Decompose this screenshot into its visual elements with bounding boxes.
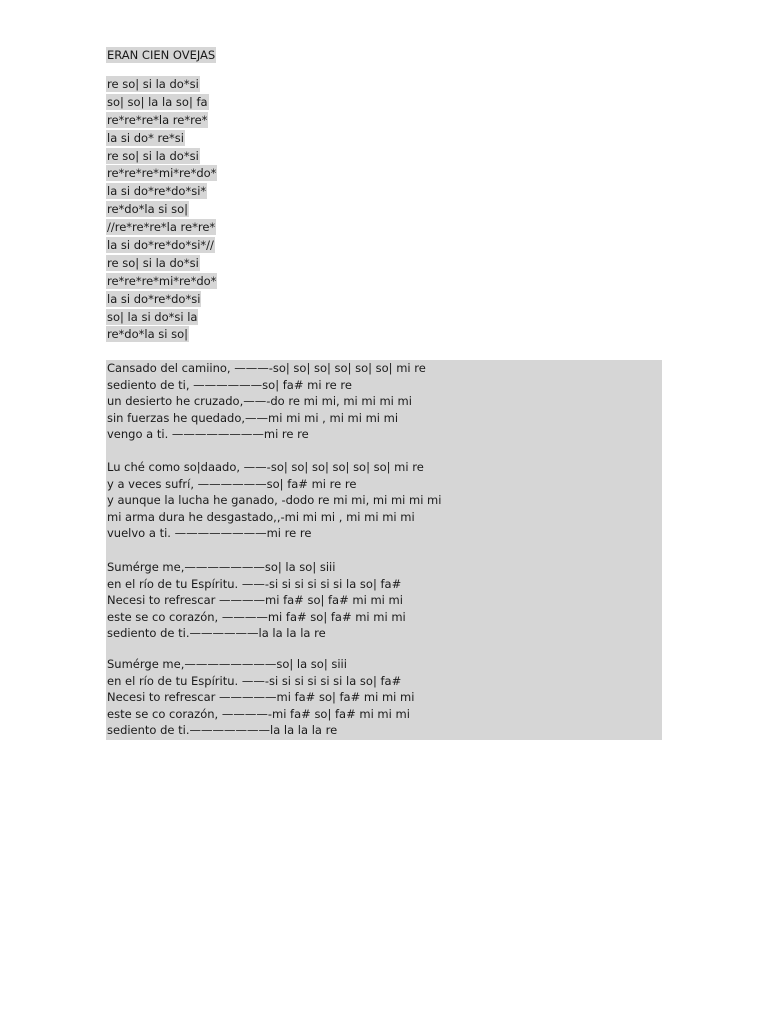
- lyric-line: en el río de tu Espíritu. ——-si si si si si si la so| fa#: [107, 576, 402, 591]
- lyric-line: Necesi to refrescar —————mi fa# so| fa# mi mi mi: [107, 690, 415, 704]
- title-block: [106, 44, 216, 63]
- lyric-line: Cansado del camiino, ———-so| so| so| so| so| so| mi re: [107, 361, 426, 375]
- lyric-line: mi arma dura he desgastado,,-mi mi mi , mi mi mi mi: [107, 509, 415, 524]
- notes-line: re*do*la si so|: [107, 202, 189, 217]
- stanza: [107, 559, 657, 642]
- notes-line: re*re*re*la re*re*: [107, 112, 208, 127]
- notes-line: re so| si la do*si: [107, 255, 199, 270]
- lyric-line: Sumérge me,————————so| la so| siii: [107, 657, 347, 671]
- lyric-line: Sumérge me,———————so| la so| siii: [107, 560, 336, 574]
- stanza: [107, 656, 657, 739]
- lyric-line: vuelvo a ti. ————————mi re re: [107, 526, 312, 540]
- notes-line: re*re*re*mi*re*do*: [107, 273, 217, 288]
- document-title: ERAN CIEN OVEJAS: [107, 48, 216, 62]
- notes-line: la si do*re*do*si: [107, 291, 201, 306]
- lyric-line: y a veces sufrí, ——————so| fa# mi re re: [107, 476, 357, 491]
- lyric-line: vengo a ti. ————————mi re re: [107, 427, 309, 441]
- notes-line: re*re*re*mi*re*do*: [107, 166, 217, 181]
- notes-line: re so| si la do*si: [107, 77, 199, 91]
- stanza: [107, 459, 657, 542]
- lyric-line: sediento de ti.———————la la la la re: [107, 723, 338, 737]
- lyric-line: y aunque la lucha he ganado, -dodo re mi mi, mi mi mi mi: [107, 493, 442, 507]
- lyric-line: sediento de ti, ——————so| fa# mi re re: [107, 377, 352, 392]
- notes-line: re so| si la do*si: [107, 148, 199, 163]
- lyric-line: este se co corazón, ————mi fa# so| fa# mi mi mi: [107, 609, 406, 624]
- notes-line: la si do*re*do*si*: [107, 184, 207, 199]
- lyric-line: sediento de ti.——————la la la la re: [107, 626, 326, 640]
- lyric-line: Lu ché como so|daado, ——-so| so| so| so| so| so| mi re: [107, 460, 424, 474]
- notes-block: [106, 76, 217, 342]
- notes-line: re*do*la si so|: [107, 327, 189, 342]
- lyric-line: Necesi to refrescar ————mi fa# so| fa# mi mi mi: [107, 593, 403, 607]
- notes-line: la si do*re*do*si*//: [107, 238, 214, 253]
- notes-line: so| so| la la so| fa: [107, 94, 208, 109]
- lyric-line: un desierto he cruzado,——-do re mi mi, mi mi mi mi: [107, 394, 412, 408]
- notes-line: so| la si do*si la: [107, 309, 198, 324]
- lyric-line: en el río de tu Espíritu. ——-si si si si si si la so| fa#: [107, 673, 402, 688]
- lyrics-block: [106, 360, 662, 740]
- notes-line: la si do* re*si: [107, 130, 184, 145]
- lyric-line: sin fuerzas he quedado,——mi mi mi , mi mi mi mi: [107, 410, 399, 425]
- lyric-line: este se co corazón, ————-mi fa# so| fa# mi mi mi: [107, 706, 410, 721]
- stanza: [107, 360, 657, 443]
- notes-line: //re*re*re*la re*re*: [107, 220, 216, 235]
